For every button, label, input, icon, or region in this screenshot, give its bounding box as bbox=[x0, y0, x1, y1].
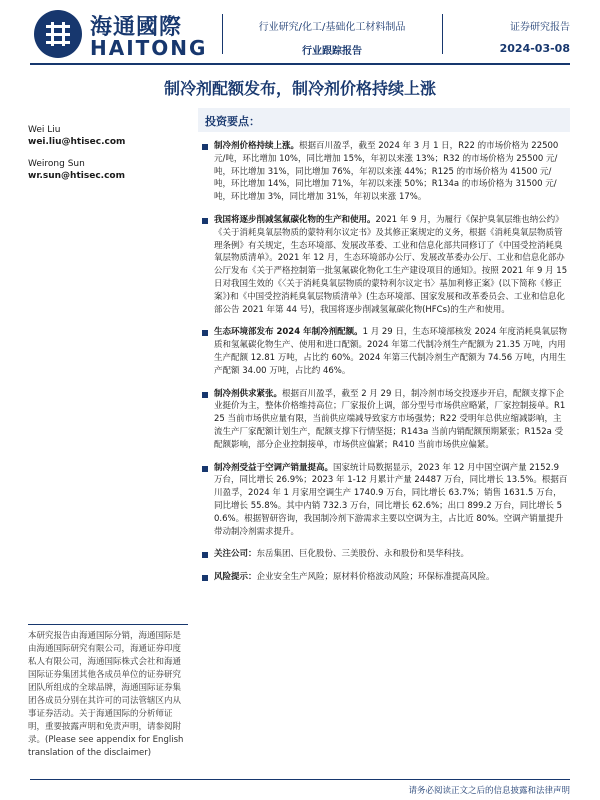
highlight-text: 根据百川盈孚，截至 2 月 29 日，制冷剂市场交投逐步开启，配额支撑下企业挺价为主，整体价格维持高位；厂家报价上调，部分型号市场供应略紧，厂家控制接单。R125 当前市场供应量有限，当前供应端减导致家方市场强势；R22 受明年总供应缩减影响，主流生产厂家配额计划生产，配额支撑下行情坚挺；R143a 当前内销配额预期紧张；R152a 受配额影响，部分企业控制接单，市场供应偏紧；R410 当前市场供应偏紧。 bbox=[214, 388, 566, 450]
bullet-square-icon bbox=[202, 144, 208, 150]
industry-path: 行业研究/化工/基础化工材料制品 bbox=[258, 22, 406, 33]
report-type: 行业跟踪报告 bbox=[302, 46, 362, 57]
bullet-square-icon bbox=[202, 330, 208, 336]
highlights-title: 投资要点： bbox=[205, 115, 260, 128]
report-title: 制冷剂配额发布，制冷剂价格持续上涨 bbox=[163, 79, 436, 98]
highlight-item bbox=[200, 140, 568, 204]
highlight-text: 企业安全生产风险；原材料价格波动风险；环保标准提高风险。 bbox=[256, 572, 495, 583]
highlight-text: 国家统计局数据显示，2023 年 12 月中国空调产量 2152.9 万台，同比增长 26.9%；2023 年 1-12 月累计产量 24487 万台，同比增长 13.5%。根据百川盈孚，2024 年 1 月家用空调生产 1740.9 万台，同比增长 63.7%；销售 1631.5 万台，同比增长 55.8%。其中内销 732.3 万台，同比增长 62.6%；出口 899.2 万台，同比增长 50.6%。根据智研咨询，我国制冷剂下游需求主要以空调为主，占比近 80%。空调产销量提升带动制冷剂需求提升。 bbox=[214, 462, 568, 537]
highlight-lead: 风险提示： bbox=[214, 572, 257, 583]
highlight-text: 1 月 29 日，生态环境部核发 2024 年度消耗臭氧层物质和氢氟碳化物生产、使用和进口配额。2024 年第二代制冷剂生产配额为 21.35 万吨，内用生产配额 12.81 万吨，占比约 60%。2024 年第三代制冷剂生产配额为 74.56 万吨，内用生产配额 34.00 万吨，占比约 46%。 bbox=[214, 327, 567, 376]
highlight-lead: 生态环境部发布 2024 年制冷剂配额。 bbox=[214, 327, 363, 338]
side-note-rule bbox=[28, 624, 188, 625]
highlight-lead: 制冷剂受益于空调产销量提高。 bbox=[214, 462, 334, 473]
highlight-item bbox=[200, 571, 568, 584]
author bbox=[28, 158, 188, 182]
distribution-disclaimer: 本研究报告由海通国际分销，海通国际是由海通国际研究有限公司，海通证券印度私人有限公司，海通国际株式会社和海通国际证券集团其他各成员单位的证券研究团队所组成的全球品牌，海通国际证券集团各成员分别在其许可的司法管辖区内从事证券活动。关于海通国际的分析师证明，重要披露声明和免责声明，请参阅附录。(Please see appendix for English translation of the disclaimer) bbox=[28, 631, 184, 758]
author-name: Wei Liu bbox=[28, 125, 61, 135]
header-divider bbox=[442, 14, 443, 54]
report-date: 2024-03-08 bbox=[499, 42, 570, 55]
bullet-square-icon bbox=[202, 218, 208, 224]
highlight-lead: 制冷剂价格持续上涨。 bbox=[214, 141, 300, 151]
highlight-lead: 关注公司： bbox=[214, 549, 257, 560]
author-list bbox=[28, 124, 188, 192]
author-email[interactable]: wr.sun@htisec.com bbox=[28, 171, 125, 181]
bullet-square-icon bbox=[202, 466, 208, 472]
bullet-square-icon bbox=[202, 552, 208, 558]
footer-disclaimer: 请务必阅读正文之后的信息披露和法律声明 bbox=[408, 786, 570, 796]
highlights-content bbox=[200, 140, 568, 594]
brand-name-cn: 海通國際 bbox=[90, 15, 183, 40]
highlight-item bbox=[200, 214, 568, 316]
highlight-item bbox=[200, 388, 568, 452]
highlight-text: 根据百川盈孚，截至 2024 年 3 月 1 日，R22 的市场价格为 22500 元/吨，环比增加 10%，同比增加 15%，年初以来涨 13%；R32 的市场价格为 25500 元/吨，环比增加 31%，同比增加 76%，年初以来涨 44%；R125 的市场价格为 41500 元/吨，环比增加 14%，同比增加 71%，年初以来涨 50%；R134a 的市场价格为 31500 元/吨，环比增加 3%，同比增加 31%，年初以来涨 17%。 bbox=[214, 141, 559, 203]
bullet-square-icon bbox=[202, 575, 208, 581]
header-divider bbox=[222, 14, 223, 54]
footer-rule bbox=[30, 779, 570, 780]
page-header bbox=[0, 0, 600, 68]
bullet-square-icon bbox=[202, 392, 208, 398]
highlight-text: 东岳集团、巨化股份、三美股份、永和股份和昊华科技。 bbox=[256, 549, 470, 560]
header-rule bbox=[30, 63, 570, 65]
highlight-item bbox=[200, 548, 568, 561]
author-email[interactable]: wei.liu@htisec.com bbox=[28, 137, 126, 147]
highlight-lead: 我国将逐步削减氢氟碳化物的生产和使用。 bbox=[214, 214, 376, 225]
haitong-logo-icon bbox=[34, 10, 82, 58]
highlight-item bbox=[200, 326, 568, 377]
brand-name-en: HAITONG bbox=[90, 36, 208, 60]
highlight-text: 2021 年 9 月，为履行《保护臭氧层维也纳公约》《关于消耗臭氧层物质的蒙特利尔议定书》及其修正案规定的义务，根据《消耗臭氧层物质管理条例》有关规定，生态环境部、发展改革委、工业和信息化部共同修订了《中国受控消耗臭氧层物质清单》。2021 年 12 月，生态环境部办公厅、发展改革委办公厅、工业和信息化部办公厅发布《关于严格控制第一批氢氟碳化物化工生产建设项目的通知》。按照 2021 年 9 月 15 日对我国生效的《〈关于消耗臭氧层物质的蒙特利尔议定书〉基加利修正案》(以下简称《修正案》)和《中国受控消耗臭氧层物质清单》(生态环境部、国家发展和改革委员会、工业和信息化部公告 2021 年第 44 号)，我国将逐步削减氢氟碳化物(HFCs)的生产和使用。 bbox=[214, 214, 568, 315]
highlight-lead: 制冷剂供求紧张。 bbox=[214, 388, 283, 399]
author-name: Weirong Sun bbox=[28, 159, 85, 169]
author bbox=[28, 124, 188, 148]
report-label: 证券研究报告 bbox=[510, 22, 570, 33]
highlight-item bbox=[200, 462, 568, 539]
